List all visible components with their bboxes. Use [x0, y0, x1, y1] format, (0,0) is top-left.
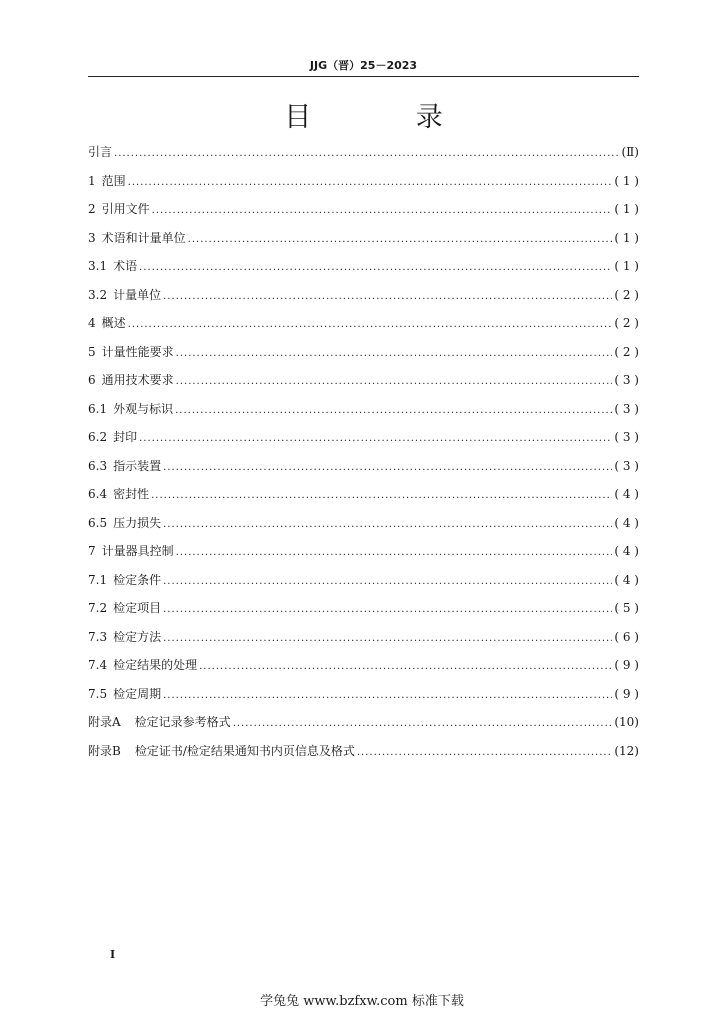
watermark-text: 学兔兔 www.bzfxw.com 标准下载	[260, 994, 464, 1009]
toc-entry-intro[interactable]	[88, 138, 639, 167]
toc-entry-title: 通用技术要求	[101, 373, 174, 387]
toc-entry-number: 7.1	[88, 572, 108, 587]
toc-entry-number: 1	[88, 173, 96, 188]
toc-entry-page: ( 3 )	[614, 430, 639, 444]
toc-leader	[128, 311, 613, 340]
toc-entry-title: 术语	[113, 259, 138, 273]
toc-leader	[151, 482, 612, 511]
toc-entry-3-1[interactable]	[88, 252, 639, 281]
toc-leader	[139, 254, 612, 283]
toc-entry-page: ( 1 )	[614, 202, 639, 216]
toc-leader	[176, 340, 613, 369]
toc-entry-number: 4	[88, 316, 96, 330]
toc-entry-page: (Ⅱ)	[621, 145, 639, 159]
toc-entry-title: 密封性	[113, 487, 150, 501]
toc-entry-title: 指示装置	[113, 458, 162, 473]
toc-entry-title: 计量性能要求	[101, 344, 174, 359]
toc-entry-7-4[interactable]	[88, 651, 639, 680]
toc-entry-title: 概述	[101, 316, 126, 330]
toc-entry-title: 压力损失	[113, 515, 162, 530]
toc-entry-7[interactable]	[88, 537, 639, 566]
toc-entry-number: 7.2	[88, 601, 108, 615]
toc-entry-6-3[interactable]	[88, 452, 639, 481]
toc-leader	[163, 454, 612, 483]
toc-leader	[176, 539, 613, 568]
toc-entry-number: 附录B	[88, 743, 121, 758]
toc-entry-page: ( 2 )	[614, 287, 639, 302]
toc-entry-number: 7	[88, 544, 96, 558]
toc-entry-title: 检定证书/检定结果通知书内页信息及格式	[134, 743, 355, 758]
toc-leader	[152, 197, 613, 226]
toc-entry-5[interactable]	[88, 338, 639, 367]
toc-entry-page: ( 3 )	[614, 401, 639, 416]
toc-entry-number: 6	[88, 373, 96, 387]
toc-entry-1[interactable]	[88, 167, 639, 196]
toc-leader	[357, 739, 612, 768]
toc-entry-page: ( 3 )	[614, 373, 639, 387]
toc-entry-7-2[interactable]	[88, 594, 639, 623]
toc-entry-title: 检定条件	[113, 572, 162, 587]
toc-entry-number: 3.1	[88, 259, 108, 273]
toc-entry-appendix-a[interactable]	[88, 708, 639, 737]
toc-entry-number: 7.3	[88, 629, 108, 644]
toc-entry-page: ( 1 )	[614, 230, 639, 245]
document-header: JJG（晋）25－2023	[309, 59, 418, 72]
toc-entry-title: 引用文件	[101, 202, 150, 216]
toc-entry-title: 计量单位	[113, 287, 162, 302]
toc-entry-page: ( 2 )	[614, 344, 639, 359]
toc-leader	[163, 283, 612, 312]
toc-entry-page: ( 5 )	[614, 601, 639, 615]
toc-leader	[163, 596, 612, 625]
toc-entry-3-2[interactable]	[88, 281, 639, 310]
toc-leader	[128, 169, 613, 198]
toc-leader	[233, 710, 613, 739]
toc-entry-number: 7.4	[88, 658, 108, 672]
toc-entry-number: 7.5	[88, 686, 108, 701]
toc-entry-number: 6.2	[88, 430, 108, 444]
toc-entry-title: 检定结果的处理	[113, 658, 198, 672]
toc-leader	[163, 625, 612, 654]
toc-entry-4[interactable]	[88, 309, 639, 338]
toc-entry-number: 3	[88, 230, 96, 245]
toc-entry-number: 6.1	[88, 401, 108, 416]
toc-entry-page: ( 3 )	[614, 458, 639, 473]
toc-entry-number: 2	[88, 202, 96, 216]
toc-leader	[163, 511, 612, 540]
toc-entry-title: 引言	[88, 145, 113, 159]
toc-leader	[163, 568, 612, 597]
toc-entry-2[interactable]	[88, 195, 639, 224]
toc-leader	[176, 368, 613, 397]
toc-entry-6-5[interactable]	[88, 509, 639, 538]
toc-entry-page: ( 4 )	[614, 544, 639, 558]
toc-entry-page: ( 6 )	[614, 629, 639, 644]
page-title: 目 录	[284, 102, 491, 133]
toc-entry-number: 6.4	[88, 487, 108, 501]
toc-entry-title: 术语和计量单位	[101, 230, 186, 245]
table-of-contents	[88, 138, 639, 765]
toc-entry-page: ( 1 )	[614, 259, 639, 273]
toc-entry-page: ( 9 )	[614, 658, 639, 672]
toc-entry-3[interactable]	[88, 224, 639, 253]
toc-entry-number: 3.2	[88, 287, 108, 302]
toc-entry-page: ( 2 )	[614, 316, 639, 330]
page-number: I	[110, 948, 116, 961]
toc-entry-7-1[interactable]	[88, 566, 639, 595]
toc-leader	[199, 653, 612, 682]
toc-entry-7-3[interactable]	[88, 623, 639, 652]
toc-entry-number: 附录A	[88, 715, 121, 729]
toc-entry-number: 5	[88, 344, 96, 359]
toc-entry-page: ( 9 )	[614, 686, 639, 701]
toc-entry-6-1[interactable]	[88, 395, 639, 424]
toc-entry-title: 封印	[113, 430, 138, 444]
toc-entry-number: 6.3	[88, 458, 108, 473]
header-rule	[88, 76, 639, 77]
toc-entry-7-5[interactable]	[88, 680, 639, 709]
toc-entry-page: ( 4 )	[614, 487, 639, 501]
toc-leader	[175, 397, 612, 426]
toc-entry-title: 计量器具控制	[101, 544, 174, 558]
toc-entry-6[interactable]	[88, 366, 639, 395]
toc-entry-appendix-b[interactable]	[88, 737, 639, 766]
toc-entry-6-4[interactable]	[88, 480, 639, 509]
toc-entry-6-2[interactable]	[88, 423, 639, 452]
toc-entry-title: 检定周期	[113, 686, 162, 701]
toc-entry-title: 外观与标识	[113, 401, 174, 416]
toc-entry-title: 检定项目	[113, 601, 162, 615]
toc-entry-page: (12)	[614, 743, 639, 758]
toc-leader	[139, 425, 612, 454]
toc-entry-page: ( 4 )	[614, 515, 639, 530]
toc-entry-title: 检定方法	[113, 629, 162, 644]
toc-entry-title: 检定记录参考格式	[134, 715, 231, 729]
toc-leader	[114, 140, 619, 169]
toc-leader	[188, 226, 613, 255]
toc-entry-page: (10)	[614, 715, 639, 729]
toc-entry-title: 范围	[101, 173, 126, 188]
toc-entry-page: ( 4 )	[614, 572, 639, 587]
toc-entry-number: 6.5	[88, 515, 108, 530]
toc-entry-page: ( 1 )	[614, 173, 639, 188]
toc-leader	[163, 682, 612, 711]
